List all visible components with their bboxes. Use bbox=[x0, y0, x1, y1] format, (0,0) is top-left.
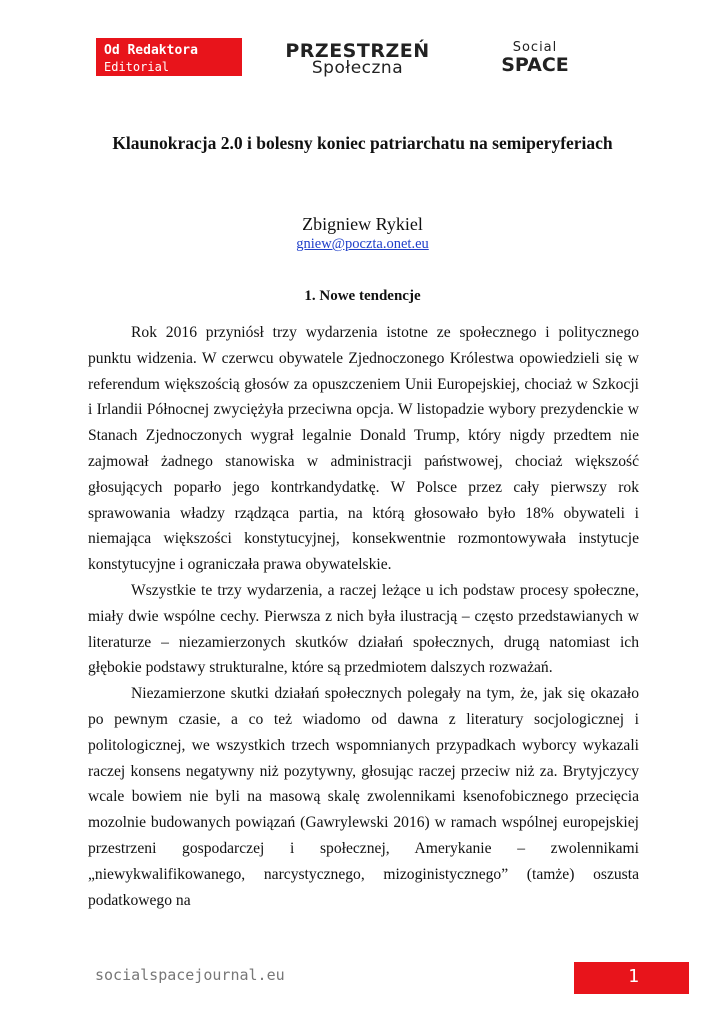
author-name: Zbigniew Rykiel bbox=[302, 214, 423, 234]
journal-logo-polish bbox=[280, 42, 435, 77]
journal-logo-polish-line2: Społeczna bbox=[311, 58, 404, 78]
paragraph: Wszystkie te trzy wydarzenia, a raczej leżące u ich podstaw procesy społeczne, miały dwie wspólne cechy. Pierwsza z nich była ilustracją – często przedstawianych w literaturze – niezamierzonych skutków działań społecznych, drugą natomiast ich głębokie podstawy strukturalne, które są przedmiotem dalszych rozważań. bbox=[88, 581, 639, 677]
article-title: Klaunokracja 2.0 i bolesny koniec patriarchatu na semiperyferiach bbox=[112, 133, 613, 153]
page-number: 1 bbox=[628, 966, 639, 987]
journal-url: socialspacejournal.eu bbox=[95, 966, 285, 984]
journal-logo-english-line1: Social bbox=[512, 40, 558, 55]
section-tag-english: Editorial bbox=[104, 60, 170, 74]
journal-logo-english bbox=[486, 40, 584, 75]
page-number-box bbox=[574, 962, 689, 994]
journal-logo-polish-line1: PRZESTRZEŃ bbox=[285, 40, 430, 62]
author-email-link[interactable]: gniew@poczta.onet.eu bbox=[296, 236, 429, 252]
paragraph: Rok 2016 przyniósł trzy wydarzenia istotne ze społecznego i politycznego punktu widzenia. W czerwcu obywatele Zjednoczonego Królestwa opowiedzieli się w referendum większością głosów za opuszczeniem Unii Europejskiej, chociaż w Szkocji i Irlandii Północnej zwyciężyła przeciwna opcja. W listopadzie wybory prezydenckie w Stanach Zjednoczonych wygrał legalnie Donald Trump, który nigdy przedtem nie zajmował żadnego stanowiska w administracji państwowej, chociaż większość głosujących poparło jego kontrkandydatkę. W Polsce przez cały pierwszy rok sprawowania władzy rządząca partia, na którą głosowało było 18% obywateli i niemająca większości konstytucyjnej, konsekwentnie rozmontowywała instytucje konstytucyjne i ograniczała prawa obywatelskie. bbox=[88, 324, 639, 574]
article-body bbox=[88, 320, 639, 913]
section-heading: 1. Nowe tendencje bbox=[304, 288, 421, 304]
author-email bbox=[60, 236, 665, 253]
journal-logo-english-line2: SPACE bbox=[501, 54, 569, 76]
section-tag bbox=[96, 38, 242, 76]
paragraph: Niezamierzone skutki działań społecznych polegały na tym, że, jak się okazało po pewnym czasie, a co też wiadomo od dawna z literatury socjologicznej i politologicznej, we wszystkich trzech wspomnianych przypadkach wyborcy wykazali raczej konsens negatywny niż pozytywny, głosując raczej przeciw niż za. Brytyjczycy wcale bowiem nie byli na masową skalę zwolennikami ksenofobicznego przecięcia mozolnie budowanych powiązań (Gawrylewski 2016) w ramach wspólnej europejskiej przestrzeni gospodarczej i społecznej, Amerykanie – zwolennikami „niewykwalifikowanego, narcystycznego, mizoginistycznego” (tamże) oszusta podatkowego na bbox=[88, 685, 639, 909]
section-tag-polish: Od Redaktora bbox=[104, 43, 198, 58]
